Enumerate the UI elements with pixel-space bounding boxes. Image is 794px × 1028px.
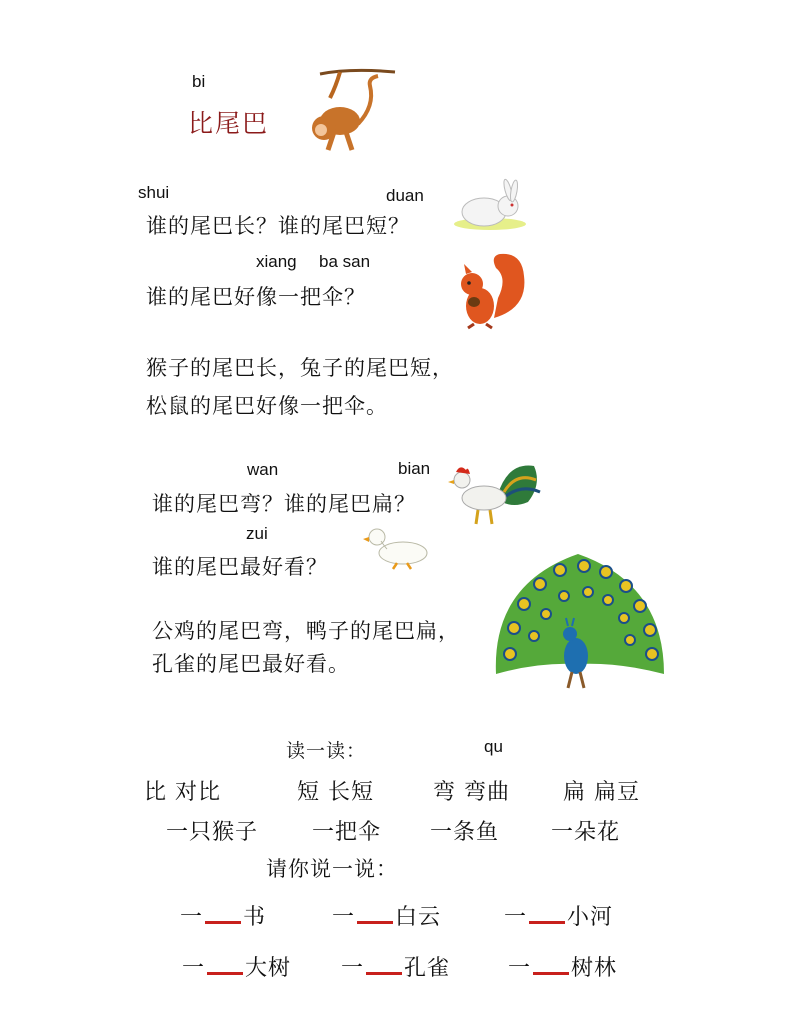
title-pinyin: bi xyxy=(192,72,206,91)
fill-item: 一 孔雀 xyxy=(341,951,450,982)
monkey-icon xyxy=(300,66,400,156)
fill-blank[interactable] xyxy=(529,901,565,924)
q1-pinyin-shui: shui xyxy=(138,183,170,202)
fill-blank[interactable] xyxy=(357,901,393,924)
question-3: 谁的尾巴弯？谁的尾巴扁？ xyxy=(152,492,416,516)
q4-pinyin-zui: zui xyxy=(246,524,268,543)
q2-pinyin-basan: ba san xyxy=(319,252,371,271)
answer-2-line-1: 公鸡的尾巴弯，鸭子的尾巴扁， xyxy=(152,619,460,643)
answer-2-line-2: 孔雀的尾巴最好看。 xyxy=(152,652,350,676)
read-heading: 读一读： xyxy=(286,740,367,762)
word-item: 一朵花 xyxy=(551,820,621,845)
say-heading: 请你说一说： xyxy=(266,857,398,881)
word-item: 比 对比 xyxy=(144,780,221,805)
q3-pinyin-bian: bian xyxy=(398,459,431,478)
word-item: 一把伞 xyxy=(312,820,382,845)
fill-blank[interactable] xyxy=(207,952,243,975)
word-item: 短 长短 xyxy=(297,780,374,805)
read-pinyin-qu: qu xyxy=(484,737,503,756)
question-2: 谁的尾巴好像一把伞？ xyxy=(146,285,366,309)
duck-icon xyxy=(363,523,433,573)
fill-item: 一 树林 xyxy=(508,951,617,982)
fill-item: 一 大树 xyxy=(182,951,291,982)
question-1: 谁的尾巴长？谁的尾巴短？ xyxy=(146,214,410,238)
fill-blank[interactable] xyxy=(366,952,402,975)
fill-blank[interactable] xyxy=(533,952,569,975)
q3-pinyin-wan: wan xyxy=(247,460,279,479)
word-item: 扁 扁豆 xyxy=(563,780,640,805)
rooster-icon xyxy=(448,458,544,528)
fill-item: 一 小河 xyxy=(504,900,613,931)
fill-item: 一 白云 xyxy=(332,900,441,931)
fill-item: 一 书 xyxy=(180,900,266,931)
word-item: 一只猴子 xyxy=(166,820,259,845)
q2-pinyin-xiang: xiang xyxy=(256,252,297,271)
word-item: 一条鱼 xyxy=(430,820,500,845)
q1-pinyin-duan: duan xyxy=(386,186,424,205)
word-item: 弯 弯曲 xyxy=(433,780,510,805)
fill-blank[interactable] xyxy=(205,901,241,924)
question-4: 谁的尾巴最好看？ xyxy=(152,555,328,579)
answer-1-line-2: 松鼠的尾巴好像一把伞。 xyxy=(146,394,388,418)
rabbit-icon xyxy=(452,178,530,234)
peacock-icon xyxy=(488,544,670,690)
squirrel-icon xyxy=(450,248,530,332)
answer-1-line-1: 猴子的尾巴长，兔子的尾巴短， xyxy=(146,356,454,380)
lesson-title: 比尾巴 xyxy=(188,109,270,138)
